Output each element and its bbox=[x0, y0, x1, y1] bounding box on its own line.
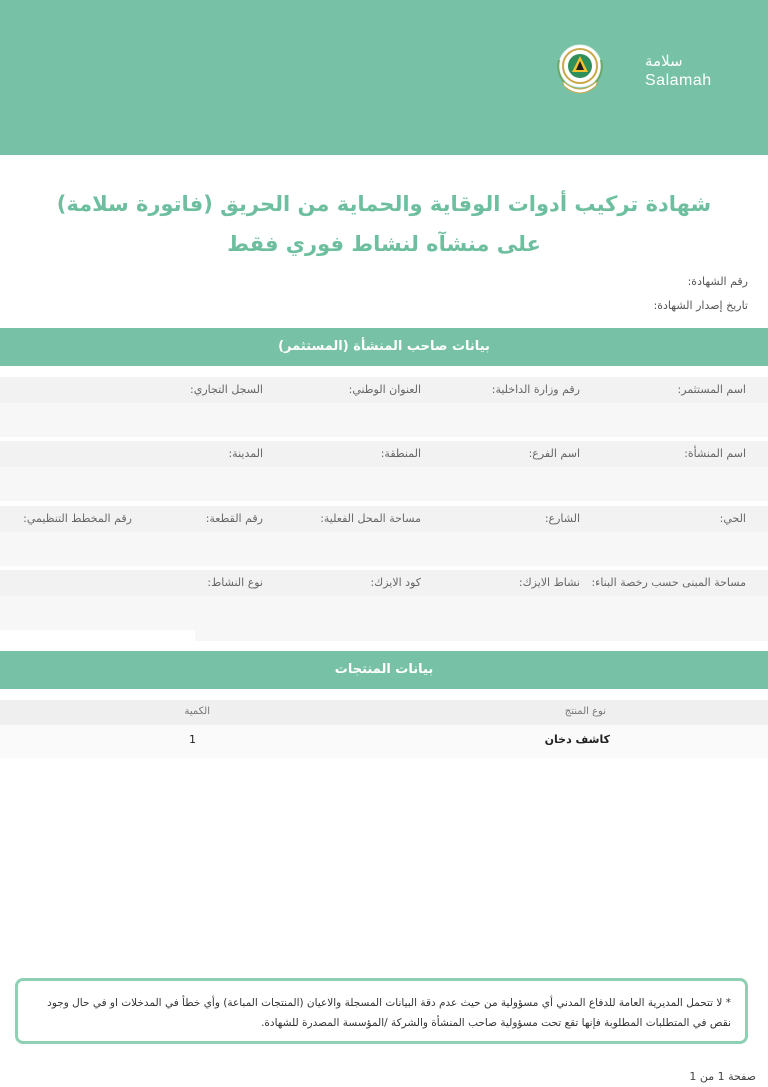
city-label: المدينة: bbox=[228, 447, 263, 460]
owner-value-row-1 bbox=[0, 403, 768, 437]
certificate-title-line2: على منشآه لنشاط فوري فقط bbox=[227, 232, 541, 256]
brand-name-arabic: سلامة bbox=[645, 52, 683, 70]
investor-name-label: اسم المستثمر: bbox=[677, 383, 746, 396]
issue-date-label: تاريخ إصدار الشهادة: bbox=[653, 299, 748, 312]
isic-code-label: كود الايزك: bbox=[370, 576, 421, 589]
building-area-label: مساحة المبنى حسب رخصة البناء: bbox=[591, 576, 746, 589]
owner-label-row-2 bbox=[0, 441, 768, 467]
quantity-cell: 1 bbox=[189, 733, 196, 746]
owner-label-row-1 bbox=[0, 377, 768, 403]
plot-number-label: رقم القطعة: bbox=[205, 512, 263, 525]
products-table-header bbox=[0, 700, 768, 725]
disclaimer-text: * لا تتحمل المديرية العامة للدفاع المدني أي مسؤولية من حيث عدم دقة البيانات المسجلة والاعيان (المنتجات المباعة) وأي خطأ في المدخلات او في حال وجود نقص في المتطلبات المطلوبة فإنها تقع تحت مسؤولية صاحب المنشأة والشركة /المؤسسة المصدرة للشهادة. bbox=[47, 997, 731, 1029]
brand-name-english: Salamah bbox=[645, 72, 712, 89]
brand bbox=[645, 52, 712, 92]
activity-type-label: نوع النشاط: bbox=[207, 576, 263, 589]
civil-defense-emblem-icon bbox=[556, 42, 604, 98]
owner-value-row-4 bbox=[0, 596, 768, 630]
owner-value-row-2 bbox=[0, 467, 768, 501]
certificate-number-label: رقم الشهادة: bbox=[687, 275, 748, 288]
plan-number-label: رقم المخطط التنظيمي: bbox=[23, 512, 132, 525]
owner-label-row-3 bbox=[0, 506, 768, 532]
disclaimer-box bbox=[15, 978, 748, 1044]
product-type-header: نوع المنتج bbox=[564, 706, 606, 717]
product-type-cell: كاشف دخان bbox=[544, 733, 610, 746]
certificate-title-line1: شهادة تركيب أدوات الوقاية والحماية من الحريق (فاتورة سلامة) bbox=[56, 192, 712, 216]
actual-area-label: مساحة المحل الفعلية: bbox=[320, 512, 421, 525]
commercial-register-label: السجل التجاري: bbox=[190, 383, 263, 396]
owner-table-bottom bbox=[195, 629, 768, 641]
isic-activity-label: نشاط الايزك: bbox=[518, 576, 580, 589]
national-address-label: العنوان الوطني: bbox=[348, 383, 421, 396]
region-label: المنطقة: bbox=[380, 447, 421, 460]
moi-number-label: رقم وزارة الداخلية: bbox=[491, 383, 580, 396]
facility-name-label: اسم المنشأة: bbox=[684, 447, 746, 460]
owner-value-row-3 bbox=[0, 532, 768, 566]
owner-section-title: بيانات صاحب المنشأة (المستثمر) bbox=[0, 328, 768, 366]
owner-label-row-4 bbox=[0, 570, 768, 596]
page-number: صفحة 1 من 1 bbox=[689, 1070, 756, 1083]
branch-name-label: اسم الفرع: bbox=[528, 447, 580, 460]
quantity-header: الكمية bbox=[184, 706, 210, 717]
table-row bbox=[0, 725, 768, 758]
street-label: الشارع: bbox=[544, 512, 580, 525]
products-section-title: بيانات المنتجات bbox=[0, 651, 768, 689]
page-header bbox=[0, 0, 768, 155]
district-label: الحي: bbox=[719, 512, 746, 525]
